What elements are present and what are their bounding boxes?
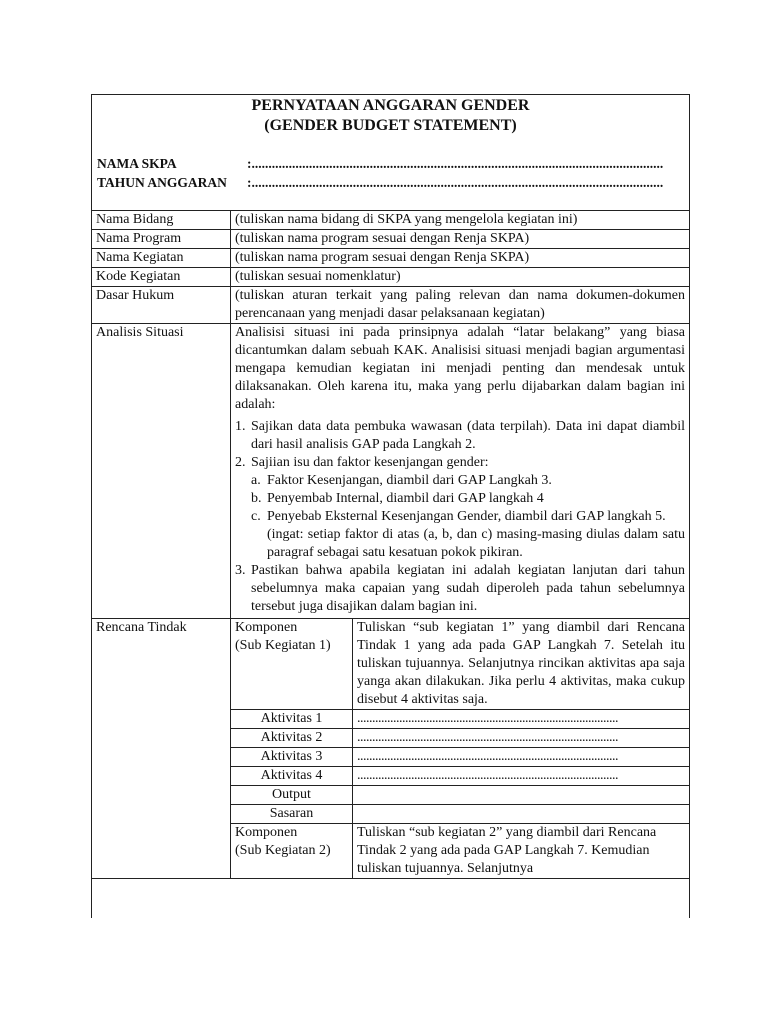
- komponen1-description[interactable]: Tuliskan “sub kegiatan 1” yang diambil dari Rencana Tindak 1 yang ada pada GAP Langkah 7. Setelah itu tuliskan tujuannya. Selanjutnya rincikan aktivitas apa saja yanga akan dilakukan. Jika perlu 4 aktivitas, maka cukup disebut 4 aktivitas saja.: [353, 619, 690, 710]
- nama-kegiatan-value[interactable]: (tuliskan nama program sesuai dengan Renja SKPA): [231, 249, 690, 268]
- aktivitas-1-label: Aktivitas 1: [231, 710, 353, 729]
- nama-program-label: Nama Program: [92, 230, 231, 249]
- table-row: [92, 268, 690, 287]
- rencana-tindak-label: Rencana Tindak: [92, 619, 231, 879]
- output-label: Output: [231, 786, 353, 805]
- komponen2-label: Komponen (Sub Kegiatan 2): [231, 824, 353, 879]
- sub-list-item: a. Faktor Kesenjangan, diambil dari GAP Langkah 3.: [251, 473, 552, 488]
- table-row: [92, 619, 690, 710]
- aktivitas-4-value[interactable]: .......................................................................................: [353, 767, 690, 786]
- sasaran-value[interactable]: [353, 805, 690, 824]
- tahun-anggaran-value[interactable]: :..........................................................................................................................: [247, 175, 664, 190]
- analisis-intro: Analisisi situasi ini pada prinsipnya adalah “latar belakang” yang biasa dicantumkan dalam sebuah KAK. Analisisi situasi menjadi bagian argumentasi mengapa kemudian kegiatan ini menjadi penting dan mendesak untuk dilaksanakan. Oleh karena itu, maka yang perlu dijabarkan dalam bagian ini adalah:: [235, 325, 685, 412]
- sub-list-item: c. Penyebab Eksternal Kesenjangan Gender, diambil dari GAP langkah 5. (ingat: setiap faktor di atas (a, b, dan c) masing-masing diulas dalam satu paragraf sebagai satu kesatuan pokok pikiran.: [251, 509, 685, 560]
- tahun-anggaran-field[interactable]: [97, 174, 664, 192]
- analisis-list: [235, 418, 685, 616]
- list-item: 3. Pastikan bahwa apabila kegiatan ini adalah kegiatan lanjutan dari tahun sebelumnya maka capaian yang sudah diperoleh pada tahun sebelumnya tersebut juga disajikan dalam bagian ini.: [235, 563, 685, 614]
- analisis-situasi-value[interactable]: [231, 324, 690, 619]
- dasar-hukum-value[interactable]: (tuliskan aturan terkait yang paling relevan dan nama dokumen-dokumen perencanaan yang menjadi dasar pelaksanaan kegiatan): [231, 287, 690, 324]
- analisis-note: (ingat: setiap faktor di atas (a, b, dan c) masing-masing diulas dalam satu paragraf sebagai satu kesatuan pokok pikiran.: [267, 527, 685, 560]
- nama-skpa-value[interactable]: :..........................................................................................................................: [247, 156, 664, 171]
- nama-kegiatan-label: Nama Kegiatan: [92, 249, 231, 268]
- aktivitas-4-label: Aktivitas 4: [231, 767, 353, 786]
- table-row: [92, 324, 690, 619]
- sub-list-item: b. Penyembab Internal, diambil dari GAP langkah 4: [251, 491, 544, 506]
- table-row: [92, 249, 690, 268]
- nama-skpa-field[interactable]: [97, 155, 664, 173]
- nama-bidang-value[interactable]: (tuliskan nama bidang di SKPA yang mengelola kegiatan ini): [231, 211, 690, 230]
- list-item: 1. Sajikan data data pembuka wawasan (data terpilah). Data ini dapat diambil dari hasil analisis GAP pada Langkah 2.: [235, 419, 685, 452]
- sasaran-label: Sasaran: [231, 805, 353, 824]
- table-row: [92, 230, 690, 249]
- analisis-situasi-label: Analisis Situasi: [92, 324, 231, 619]
- dasar-hukum-label: Dasar Hukum: [92, 287, 231, 324]
- gbs-table: [91, 210, 690, 879]
- aktivitas-3-label: Aktivitas 3: [231, 748, 353, 767]
- kode-kegiatan-label: Kode Kegiatan: [92, 268, 231, 287]
- komponen1-label: Komponen (Sub Kegiatan 1): [231, 619, 353, 710]
- nama-program-value[interactable]: (tuliskan nama program sesuai dengan Renja SKPA): [231, 230, 690, 249]
- list-item: 2. Sajiian isu dan faktor kesenjangan gender: a. Faktor Kesenjangan, diambil dari GAP Langkah 3. b. Penyembab Internal, diambil dari GAP langkah 4 c. Penyebab Eksternal Kesenjangan Gender, diambil dari GAP langkah 5. (ingat: setiap faktor di atas (a, b, dan c) masing-masing diulas dalam satu paragraf sebagai satu kesatuan pokok pikiran.: [235, 455, 685, 560]
- tahun-anggaran-label: TAHUN ANGGARAN: [97, 175, 227, 190]
- table-row: [92, 211, 690, 230]
- form-title-line2: (GENDER BUDGET STATEMENT): [264, 117, 517, 134]
- nama-bidang-label: Nama Bidang: [92, 211, 231, 230]
- gender-budget-statement-form: [91, 94, 690, 918]
- aktivitas-3-value[interactable]: .......................................................................................: [353, 748, 690, 767]
- aktivitas-2-label: Aktivitas 2: [231, 729, 353, 748]
- aktivitas-1-value[interactable]: .......................................................................................: [353, 710, 690, 729]
- nama-skpa-label: NAMA SKPA: [97, 156, 177, 171]
- kode-kegiatan-value[interactable]: (tuliskan sesuai nomenklatur): [231, 268, 690, 287]
- komponen2-description[interactable]: Tuliskan “sub kegiatan 2” yang diambil dari Rencana Tindak 2 yang ada pada GAP Langkah 7. Kemudian tuliskan tujuannya. Selanjutnya: [353, 824, 690, 879]
- form-title-line1: PERNYATAAN ANGGARAN GENDER: [251, 97, 530, 114]
- output-value[interactable]: [353, 786, 690, 805]
- aktivitas-2-value[interactable]: .......................................................................................: [353, 729, 690, 748]
- table-row: [92, 287, 690, 324]
